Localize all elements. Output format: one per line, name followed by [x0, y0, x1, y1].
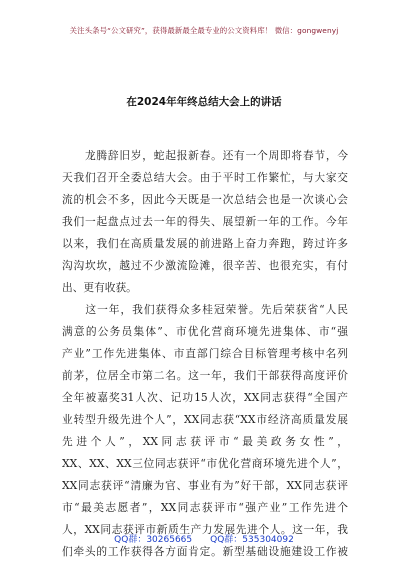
footer-qq-groups: QQ群：30265665 QQ群：535304092	[114, 535, 294, 545]
body-line: XX同志获评“清廉为官、事业有为”好干部，XX同志获评	[62, 479, 348, 492]
body-line: 产业”工作先进集体、市直部门综合目标管理考核中名列	[62, 347, 348, 360]
body-line: 以来，我们在高质量发展的前进路上奋力奔跑，跨过许多	[62, 237, 348, 250]
body-line: 人，XX同志获评市新质生产力发展先进个人。这一年，我	[62, 523, 348, 536]
body-line: 业转型升级先进个人”，XX同志获“XX市经济高质量发展	[62, 413, 348, 426]
body-line: 市“最美志愿者”，XX同志获评市“强产业”工作先进个	[62, 501, 348, 514]
body-line: 满意的公务员集体”、市优化营商环境先进集体、市“强	[62, 325, 348, 338]
body-line: 先进个人”，XX同志获评市“最美政务女性”，	[62, 435, 348, 448]
body-line: 全年被嘉奖31人次、记功15人次，XX同志获得“全国产	[62, 391, 348, 404]
body-line: 流的机会不多，因此今天既是一次总结会也是一次谈心会	[62, 193, 348, 206]
body-line: 出、更有收获。	[62, 281, 137, 294]
body-line: 这一年，我们获得众多桂冠荣誉。先后荣获省“人民	[62, 303, 348, 316]
body-line: XX、XX、XX三位同志获评“市优化营商环境先进个人”，	[62, 457, 348, 470]
body-line: 天我们召开全委总结大会。由于平时工作繁忙，与大家交	[62, 171, 348, 184]
body-line: 龙腾辞旧岁，蛇起报新春。还有一个周即将春节，今	[62, 149, 348, 162]
document-title: 在2024年年终总结大会上的讲话	[126, 96, 282, 108]
body-line: 我们一起盘点过去一年的得失、展望新一年的工作。今年	[62, 215, 348, 228]
header-promo-note: 关注头条号“公文研究”，获得最新最全最专业的公文资料库！ 微信：gongwenyj	[69, 26, 339, 35]
body-line: 前茅，位居全市第二名。这一年，我们干部获得高度评价	[62, 369, 348, 382]
body-line: 沟沟坎坎，越过不少激流险滩，很辛苦、也很充实，有付	[62, 259, 348, 272]
body-line: 们牵头的工作获得各方面肯定。新型基础设施建设工作被	[62, 545, 348, 558]
